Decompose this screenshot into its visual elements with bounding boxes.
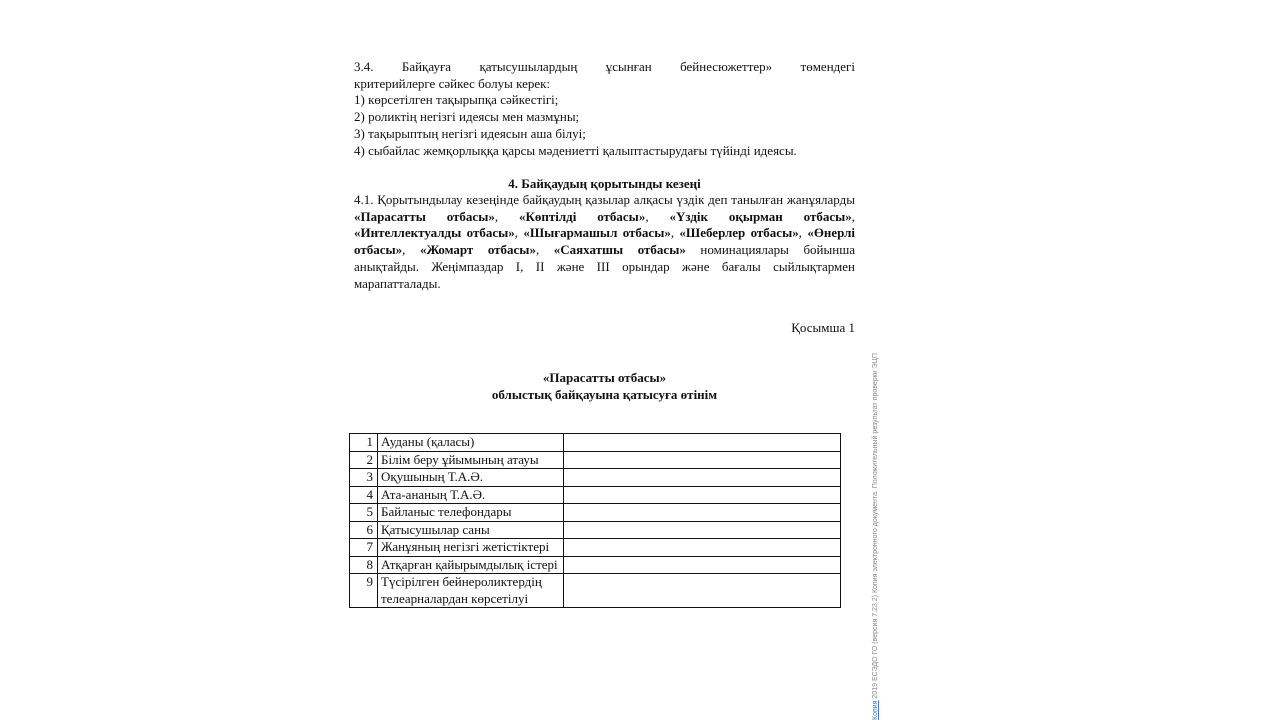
nomination: «Саяхатшы отбасы» <box>553 242 686 258</box>
criteria-item: 2) роликтің негізгі идеясы мен мазмұны; <box>354 109 580 125</box>
nomination: «Жомарт отбасы» <box>419 242 536 258</box>
form-row <box>350 486 841 504</box>
row-number: 5 <box>350 504 378 522</box>
section-3-4 <box>354 59 855 159</box>
stamp-text: 2019 ЕСЭДО ГО (версия 7.23.2) Копия электронного документа. Положительный результат проверки ЭЦП <box>872 353 879 699</box>
nomination: «Шеберлер отбасы» <box>679 225 799 241</box>
nomination: «Үздік оқырман отбасы» <box>669 208 852 224</box>
row-label: Байланыс телефондары <box>378 504 564 522</box>
nomination: «Парасатты отбасы» <box>354 208 495 224</box>
appendix-label: Қосымша 1 <box>791 320 855 335</box>
row-number: 2 <box>350 451 378 469</box>
row-value-field[interactable] <box>564 556 841 574</box>
paragraph-text: номинациялары бойынша анықтайды. Жеңімпаздар І, ІІ және ІІІ орындар және бағалы сыйлықтармен марапатталады. <box>354 242 855 291</box>
row-value-field[interactable] <box>564 434 841 452</box>
row-value-field[interactable] <box>564 539 841 557</box>
form-title-line1: «Парасатты отбасы» <box>542 370 667 385</box>
row-value-field[interactable] <box>564 521 841 539</box>
form-row <box>350 556 841 574</box>
row-value-field[interactable] <box>564 504 841 522</box>
stamp-link[interactable]: Копия <box>872 700 879 720</box>
paragraph-3-4-line1: 3.4. Байқауға қатысушылардың ұсынған бейнесюжеттер» төмендегі <box>354 59 855 74</box>
row-value-field[interactable] <box>564 486 841 504</box>
form-row <box>350 434 841 452</box>
row-number: 1 <box>350 434 378 452</box>
row-label: Түсірілген бейнероликтердің телеарналардан көрсетілуі <box>378 574 564 608</box>
form-title <box>354 370 855 403</box>
row-value-field[interactable] <box>564 574 841 608</box>
form-row <box>350 521 841 539</box>
nomination: «Интеллектуалды отбасы» <box>354 225 515 241</box>
form-row <box>350 574 841 608</box>
row-label: Білім беру ұйымының атауы <box>378 451 564 469</box>
row-number: 4 <box>350 486 378 504</box>
nomination: «Өнерлі отбасы» <box>354 225 855 258</box>
row-value-field[interactable] <box>564 469 841 487</box>
nomination: «Көптілді отбасы» <box>518 208 646 224</box>
criteria-item: 4) сыбайлас жемқорлыққа қарсы мәдениетті қалыптастырудағы түйінді идеясы. <box>354 142 797 158</box>
row-label: Жанұяның негізгі жетістіктері <box>378 539 564 557</box>
section-4-1-paragraph: 4.1. Қорытындылау кезеңінде байқаудың қазылар алқасы үздік деп танылған жанұяларды «Парасатты отбасы», «Көптілді отбасы», «Үздік оқырман отбасы», «Интеллектуалды отбасы», «Шығармашыл отбасы», «Шеберлер отбасы», «Өнерлі отбасы», «Жомарт отбасы», «Саяхатшы отбасы» номинациялары бойынша анықтайды. Жеңімпаздар І, ІІ және ІІІ орындар және бағалы сыйлықтармен марапатталады. <box>354 192 856 291</box>
form-row <box>350 451 841 469</box>
electronic-document-stamp <box>872 353 880 720</box>
row-label: Оқушының Т.А.Ә. <box>378 469 564 487</box>
row-number: 3 <box>350 469 378 487</box>
row-label: Қатысушылар саны <box>378 521 564 539</box>
form-row <box>350 539 841 557</box>
criteria-item: 3) тақырыптың негізгі идеясын аша білуі; <box>354 125 586 141</box>
row-value-field[interactable] <box>564 451 841 469</box>
paragraph-3-4-line2: критерийлерге сәйкес болуы керек: <box>354 75 551 91</box>
paragraph-text: 4.1. Қорытындылау кезеңінде байқаудың қазылар алқасы үздік деп танылған жанұяларды <box>354 192 855 207</box>
row-label: Ата-ананың Т.А.Ә. <box>378 486 564 504</box>
row-label: Атқарған қайырымдылық істері <box>378 556 564 574</box>
application-form-table <box>349 433 841 608</box>
form-row <box>350 469 841 487</box>
row-number: 9 <box>350 574 378 608</box>
row-number: 7 <box>350 539 378 557</box>
section-4-heading: 4. Байқаудың қорытынды кезеңі <box>508 176 701 191</box>
row-label: Ауданы (қаласы) <box>378 434 564 452</box>
form-row <box>350 504 841 522</box>
nomination: «Шығармашыл отбасы» <box>523 225 671 241</box>
criteria-item: 1) көрсетілген тақырыпқа сәйкестігі; <box>354 92 559 108</box>
row-number: 6 <box>350 521 378 539</box>
form-title-line2: облыстық байқауына қатысуға өтінім <box>491 386 718 402</box>
row-number: 8 <box>350 556 378 574</box>
